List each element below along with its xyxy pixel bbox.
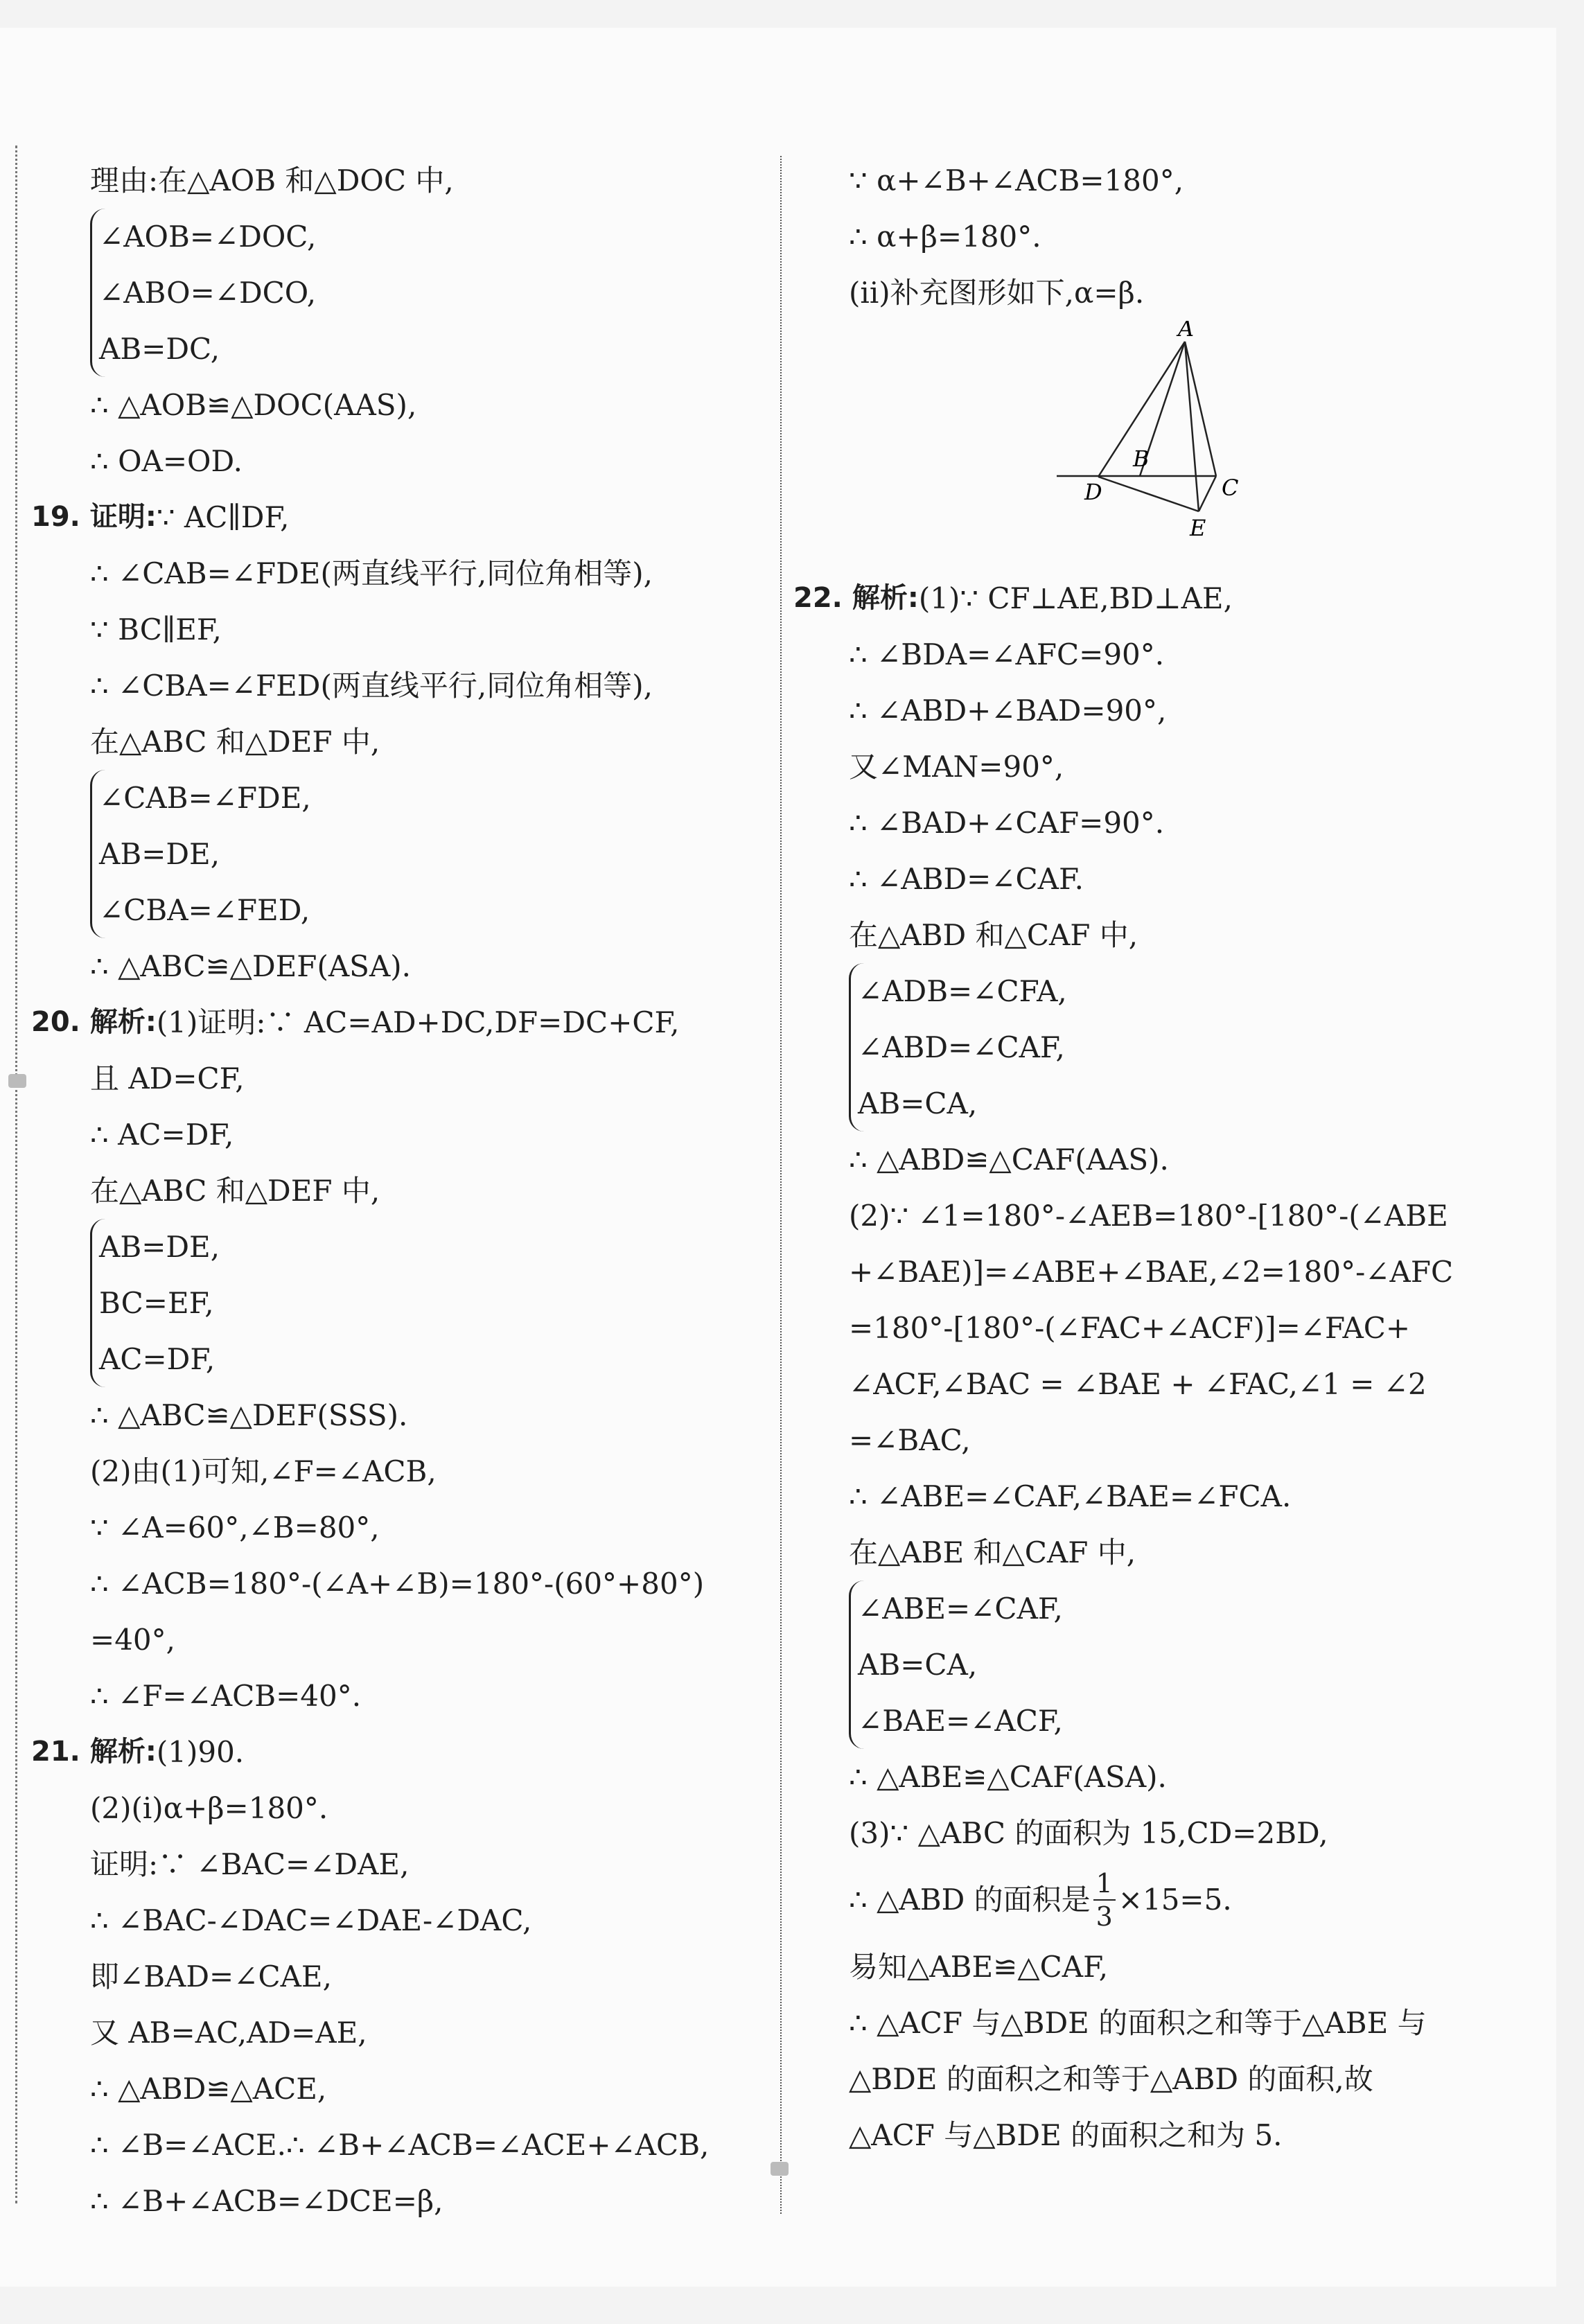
question-label: 解析: (89, 1736, 157, 1768)
text-line: ∴ ∠ABD=∠CAF. (849, 862, 1084, 896)
system-line: AB=DE, (99, 837, 220, 871)
system-line: ∠ABD=∠CAF, (858, 1030, 1065, 1064)
text-line: 理由:在△AOB 和△DOC 中, (90, 164, 454, 197)
question-21-header (31, 1724, 766, 1780)
system-line: ∠ABO=∠DCO, (99, 276, 317, 310)
text-line: ∴ △ABE≌△CAF(ASA). (849, 1760, 1167, 1794)
text-line: =∠BAC, (849, 1423, 971, 1457)
text-line: ∠ACF,∠BAC = ∠BAE + ∠FAC,∠1 = ∠2 (849, 1367, 1427, 1401)
text-line: ∴ OA=OD. (90, 444, 243, 478)
answer-page (0, 28, 1556, 2287)
binding-mark (771, 2162, 789, 2176)
fraction-line (807, 1861, 1542, 1939)
text-line: ∴ ∠BAC-∠DAC=∠DAE-∠DAC, (90, 1903, 532, 1937)
text-line: 在△ABD 和△CAF 中, (849, 918, 1138, 952)
text-line: ∴ ∠BAD+∠CAF=90°. (849, 806, 1165, 840)
fraction (1093, 1870, 1116, 1930)
text-line: 在△ABC 和△DEF 中, (90, 725, 380, 759)
text-line: (ii)补充图形如下,α=β. (849, 276, 1145, 310)
text-span: ∴ △ABD 的面积是 (849, 1883, 1091, 1917)
text-line: ∵ α+∠B+∠ACB=180°, (849, 164, 1184, 197)
system-line: ∠CBA=∠FED, (99, 893, 310, 927)
vertex-label-e: E (1190, 515, 1206, 541)
text-line: 在△ABE 和△CAF 中, (849, 1535, 1136, 1569)
text-line: ∴ α+β=180°. (849, 220, 1041, 254)
system-line: ∠AOB=∠DOC, (99, 220, 317, 254)
text-line: ∴ ∠ACB=180°-(∠A+∠B)=180°-(60°+80°) (90, 1567, 705, 1601)
text-line: ∴ △ABD≌△ACE, (90, 2072, 327, 2106)
text-line: 证明:∵ ∠BAC=∠DAE, (90, 1847, 410, 1881)
question-text: (1)90. (156, 1735, 245, 1769)
text-line: (2)∵ ∠1=180°-∠AEB=180°-[180°-(∠ABE (849, 1199, 1448, 1233)
equation-system (90, 1219, 766, 1387)
text-span: ×15=5. (1118, 1883, 1232, 1917)
system-line: AB=CA, (858, 1648, 978, 1682)
text-line: ∵ ∠A=60°,∠B=80°, (90, 1511, 380, 1544)
text-line: ∴ △ACF 与△BDE 的面积之和等于△ABE 与 (849, 2006, 1427, 2040)
text-line: ∴ ∠CAB=∠FDE(两直线平行,同位角相等), (90, 556, 653, 590)
text-line: ∴ ∠ABE=∠CAF,∠BAE=∠FCA. (849, 1479, 1292, 1513)
triangle-figure (1043, 321, 1334, 556)
vertex-label-d: D (1084, 479, 1102, 505)
text-line: +∠BAE)]=∠ABE+∠BAE,∠2=180°-∠AFC (849, 1255, 1454, 1289)
equation-system (90, 770, 766, 938)
text-line: 且 AD=CF, (90, 1062, 245, 1095)
text-line: ∴ ∠BDA=∠AFC=90°. (849, 637, 1165, 671)
text-line: 易知△ABE≌△CAF, (849, 1950, 1109, 1984)
text-line: △BDE 的面积之和等于△ABD 的面积,故 (849, 2062, 1373, 2096)
equation-system (849, 963, 1542, 1132)
text-line: 又∠MAN=90°, (849, 750, 1064, 784)
system-line: ∠CAB=∠FDE, (99, 781, 311, 815)
fraction-numerator: 1 (1093, 1870, 1116, 1901)
question-label: 证明: (89, 501, 157, 533)
text-line: ∴ △ABD≌△CAF(AAS). (849, 1143, 1169, 1177)
system-line: ∠ABE=∠CAF, (858, 1592, 1063, 1626)
text-line: ∴ △ABC≌△DEF(SSS). (90, 1398, 408, 1432)
question-label: 解析: (89, 1006, 157, 1038)
question-label: 解析: (852, 582, 919, 614)
text-line: =40°, (90, 1623, 175, 1657)
column-divider (780, 156, 782, 2214)
text-line: (3)∵ △ABC 的面积为 15,CD=2BD, (849, 1816, 1328, 1850)
geometry-figure (807, 321, 1542, 570)
question-number: 20. (31, 1006, 80, 1038)
question-text: (1)∵ CF⊥AE,BD⊥AE, (918, 581, 1233, 615)
question-text: (1)证明:∵ AC=AD+DC,DF=DC+CF, (156, 1005, 680, 1039)
question-number: 22. (793, 582, 843, 614)
text-line: ∴ ∠ABD+∠BAD=90°, (849, 694, 1167, 728)
text-line: (2)由(1)可知,∠F=∠ACB, (90, 1454, 437, 1488)
text-line: ∴ △AOB≌△DOC(AAS), (90, 388, 417, 422)
text-line: ∴ △ABC≌△DEF(ASA). (90, 949, 412, 983)
text-line: △ACF 与△BDE 的面积之和为 5. (849, 2118, 1283, 2152)
system-line: AB=DE, (99, 1230, 220, 1264)
question-20-header (31, 994, 766, 1050)
text-line: ∴ ∠B=∠ACE.∴ ∠B+∠ACB=∠ACE+∠ACB, (90, 2128, 710, 2162)
question-number: 21. (31, 1736, 80, 1768)
vertex-label-c: C (1222, 475, 1239, 501)
text-line: 又 AB=AC,AD=AE, (90, 2016, 367, 2050)
system-line: ∠ADB=∠CFA, (858, 974, 1067, 1008)
question-text: ∵ AC∥DF, (156, 500, 290, 534)
text-line: ∴ ∠F=∠ACB=40°. (90, 1679, 362, 1713)
right-column (793, 152, 1542, 2163)
text-line: 即∠BAD=∠CAE, (90, 1960, 332, 1993)
question-19-header (31, 489, 766, 545)
vertex-label-a: A (1178, 321, 1195, 342)
text-line: ∴ AC=DF, (90, 1118, 234, 1152)
system-line: AC=DF, (99, 1342, 215, 1376)
equation-system (90, 209, 766, 377)
question-22-header (793, 570, 1542, 626)
system-line: AB=DC, (99, 332, 220, 366)
text-line: ∴ ∠B+∠ACB=∠DCE=β, (90, 2184, 443, 2218)
text-line: 在△ABC 和△DEF 中, (90, 1174, 380, 1208)
text-line: =180°-[180°-(∠FAC+∠ACF)]=∠FAC+ (849, 1311, 1411, 1345)
equation-system (849, 1581, 1542, 1749)
vertex-label-b: B (1133, 446, 1150, 472)
question-number: 19. (31, 501, 80, 533)
fraction-denominator: 3 (1095, 1901, 1113, 1932)
text-line: (2)(i)α+β=180°. (90, 1791, 328, 1825)
text-line: ∵ BC∥EF, (90, 613, 222, 646)
system-line: BC=EF, (99, 1286, 214, 1320)
binding-mark (8, 1074, 26, 1088)
left-column (31, 152, 766, 2229)
system-line: AB=CA, (858, 1086, 978, 1120)
text-line: ∴ ∠CBA=∠FED(两直线平行,同位角相等), (90, 669, 653, 703)
system-line: ∠BAE=∠ACF, (858, 1704, 1063, 1738)
left-margin-rule (15, 146, 17, 2203)
